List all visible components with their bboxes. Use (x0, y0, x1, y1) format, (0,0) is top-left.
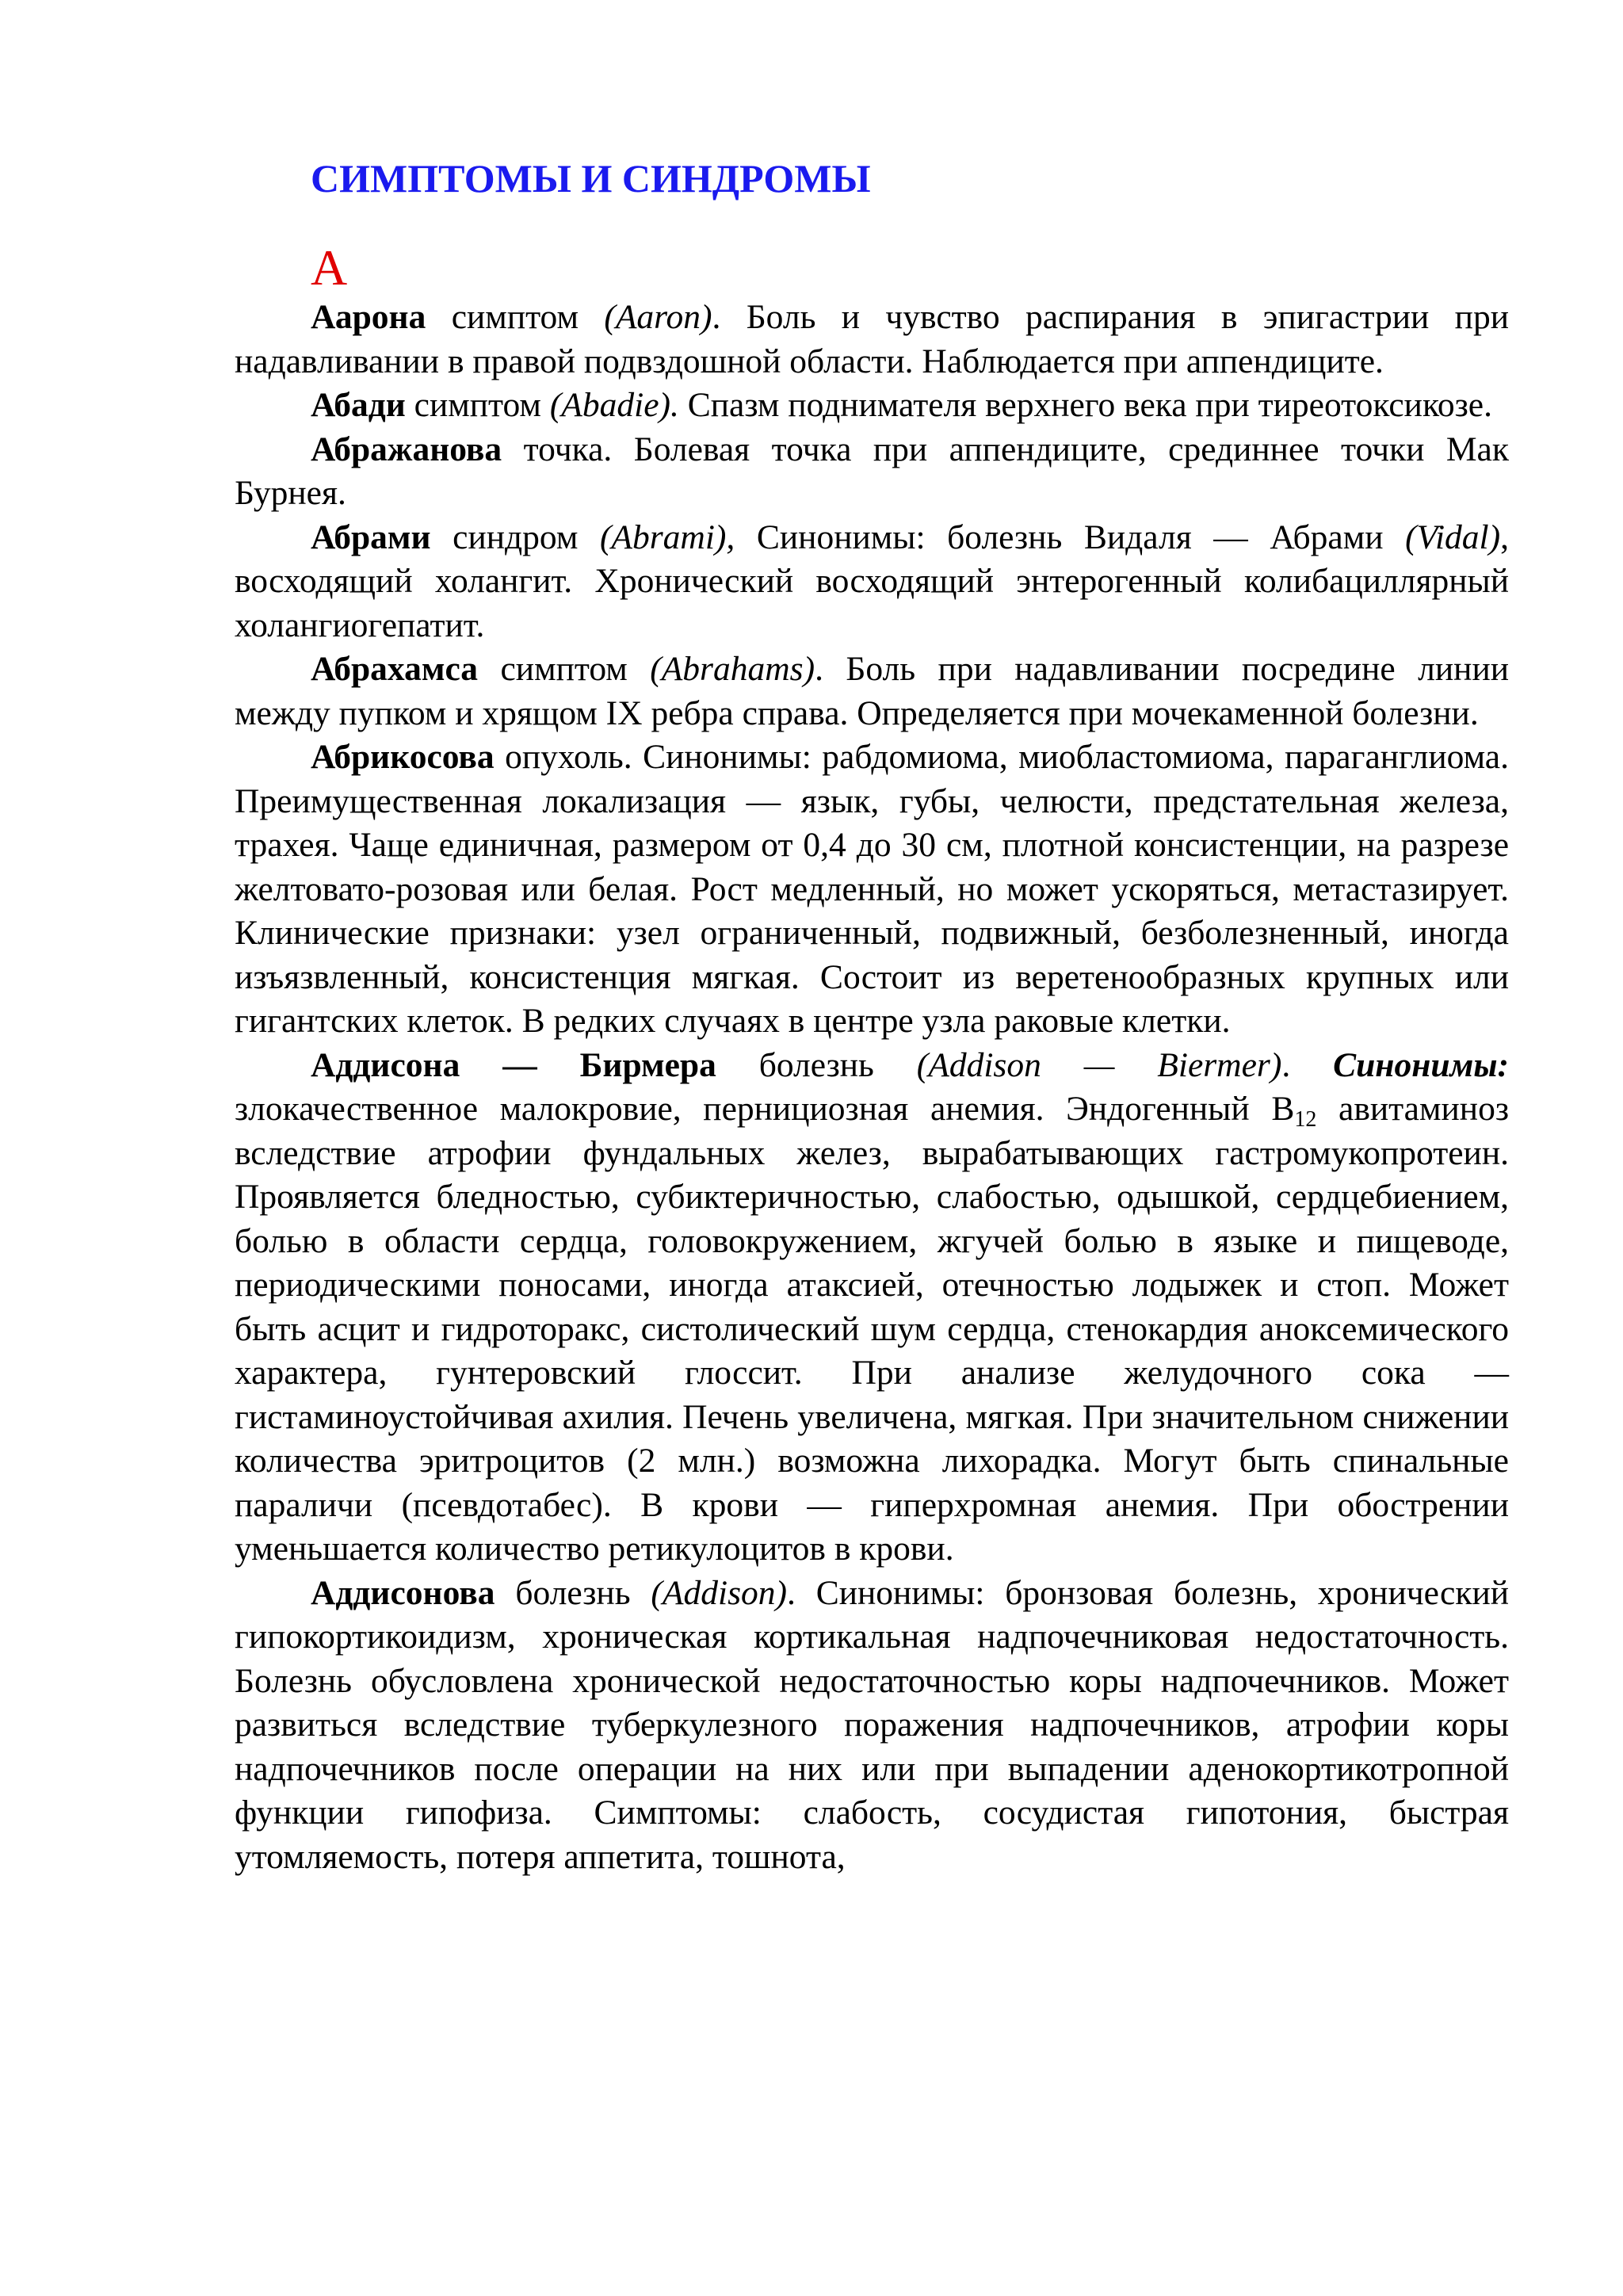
entry-original-name: (Abadie). (549, 386, 679, 424)
entry-original-name: (Addison) (651, 1573, 787, 1612)
section-letter: А (311, 239, 348, 296)
entry-abrahamsa (235, 648, 1509, 735)
entry-abrikosova (235, 735, 1509, 1044)
entry-text-2: авитаминоз вследствие атрофии фундальных желез, вырабатывающих гастромукопротеин. Проявляется бледностью, субиктеричностью, слабостью, одышкой, сердцебиением, болью в области сердца, головокружением, жгучей болью в языке и пищеводе, периодическими поносами, иногда атаксией, отечностью лодыжек и стоп. Может быть асцит и гидроторакс, систолический шум сердца, стенокардия аноксемического характера, гунтеровский глоссит. При анализе желудочного сока — гистаминоустойчивая ахилия. Печень увеличена, мягкая. При значительном снижении количества эритроцитов (2 млн.) возможна лихорадка. Могут быть спинальные параличи (псевдотабес). В крови — гиперхромная анемия. При обострении уменьшается количество ретикулоцитов в крови. (235, 1090, 1509, 1568)
entry-kind: болезнь (495, 1573, 651, 1612)
entry-addisona-birmera (235, 1044, 1509, 1572)
entry-addisonova (235, 1572, 1509, 1880)
entry-kind: синдром (430, 518, 600, 556)
entry-term: Абади (311, 386, 406, 424)
page-title: СИМПТОМЫ И СИНДРОМЫ (311, 156, 871, 201)
entry-term: Аарона (311, 298, 426, 336)
entry-term: Абрахамса (311, 650, 479, 688)
entry-text-2: , восходящий холангит. Хронический восходящий энтерогенный колибациллярный холангиогепатит. (235, 518, 1509, 644)
entry-aarona (235, 296, 1509, 384)
entry-term: Абрами (311, 518, 431, 556)
entry-dot: . (1281, 1045, 1334, 1084)
entry-kind: симптом (426, 298, 605, 336)
entry-text: . Боль и чувство распирания в эпигастрии при надавливании в правой подвздошной области. Наблюдается при аппендиците. (235, 298, 1509, 380)
entry-term: Аддисона — Бирмера (311, 1045, 716, 1084)
entry-list (235, 296, 1509, 1879)
entry-original-name: (Addison — Biermer) (916, 1045, 1282, 1084)
entry-abadi (235, 384, 1509, 428)
entry-text: опухоль. Синонимы: рабдомиома, миобластомиома, параганглиома. Преимущественная локализация — язык, губы, челюсти, предстательная железа, трахея. Чаще единичная, размером от 0,4 до 30 см, плотной консистенции, на разрезе желтовато-розовая или белая. Рост медленный, но может ускоряться, метастазирует. Клинические признаки: узел ограниченный, подвижный, безболезненный, иногда изъязвленный, консистенция мягкая. Состоит из веретенообразных крупных или гигантских клеток. В редких случаях в центре узла раковые клетки. (235, 738, 1509, 1040)
entry-term: Абрикосова (311, 738, 495, 776)
entry-text: . Боль при надавливании посредине линии между пупком и хрящом IX ребра справа. Определяется при мочекаменной болезни. (235, 650, 1510, 732)
entry-original-name: (Abrami), (599, 518, 735, 556)
entry-original-name-2: (Vidal) (1405, 518, 1501, 556)
entry-text: Синонимы: болезнь Видаля — Абрами (735, 518, 1406, 556)
entry-text: злокачественное малокровие, пернициозная анемия. Эндогенный B (235, 1090, 1295, 1128)
synonyms-label: Синонимы: (1333, 1045, 1510, 1084)
entry-text: . Синонимы: бронзовая болезнь, хронический гипокортикоидизм, хроническая кортикальная надпочечниковая недостаточность. Болезнь обусловлена хронической недостаточностью коры надпочечников. Может развиться вследствие туберкулезного поражения надпочечников, атрофии коры надпочечников после операции на них или при выпадении аденокортикотропной функции гипофиза. Симптомы: слабость, сосудистая гипотония, быстрая утомляемость, потеря аппетита, тошнота, (235, 1573, 1510, 1876)
entry-text: точка. Болевая точка при аппендиците, срединнее точки Мак Бурнея. (235, 430, 1509, 512)
subscript: 12 (1294, 1107, 1317, 1132)
entry-original-name: (Aaron) (604, 298, 712, 336)
entry-kind: болезнь (716, 1045, 917, 1084)
entry-abrami (235, 516, 1509, 648)
entry-term: Аддисонова (311, 1573, 495, 1612)
entry-original-name: (Abrahams) (650, 650, 815, 688)
entry-abrazhanova (235, 428, 1509, 516)
entry-kind: симптом (478, 650, 651, 688)
entry-text: Спазм поднимателя верхнего века при тиреотоксикозе. (678, 386, 1492, 424)
document-page (235, 155, 1509, 1879)
entry-term: Абражанова (311, 430, 502, 468)
entry-kind: симптом (405, 386, 550, 424)
